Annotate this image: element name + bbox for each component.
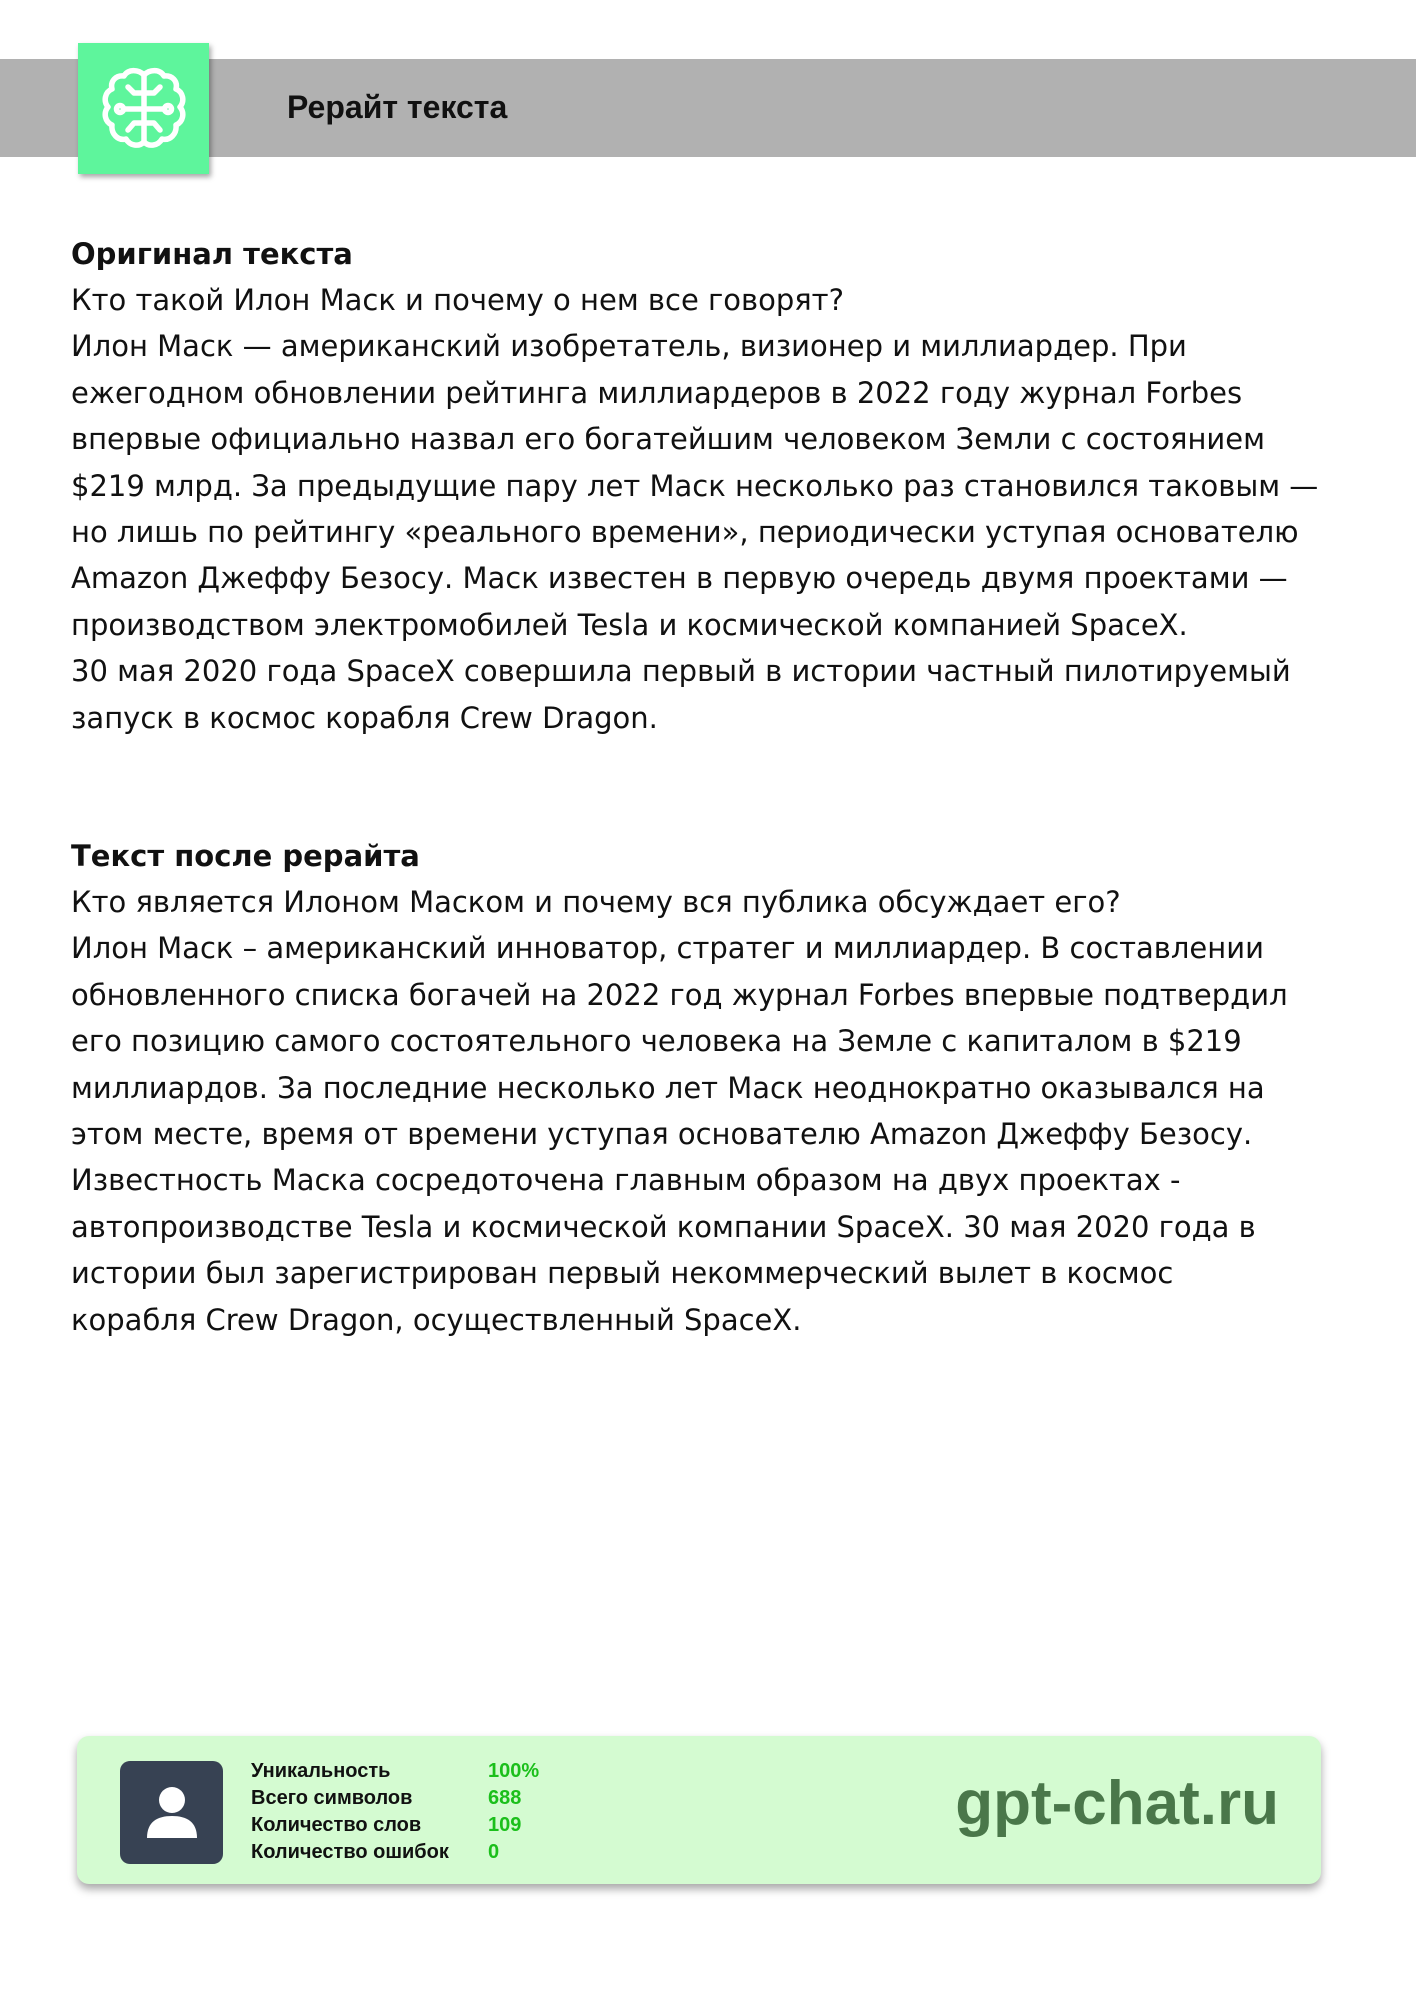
rewrite-line: истории был зарегистрирован первый некоммерческий вылет в космос xyxy=(71,1256,1174,1291)
stats-labels xyxy=(251,1758,449,1866)
original-line: 30 мая 2020 года SpaceX совершила первый в истории частный пилотируемый xyxy=(71,654,1291,689)
rewrite-line: обновленного списка богачей на 2022 год журнал Forbes впервые подтвердил xyxy=(71,977,1288,1012)
brain-icon xyxy=(94,59,194,159)
original-line: Кто такой Илон Маск и почему о нем все говорят? xyxy=(71,283,844,317)
original-line: $219 млрд. За предыдущие пару лет Маск несколько раз становился таковым — xyxy=(71,468,1319,503)
rewrite-line: Илон Маск – американский инноватор, стратег и миллиардер. В составлении xyxy=(71,931,1264,966)
rewrite-section xyxy=(71,833,1361,1343)
brand-logo-text: gpt-chat.ru xyxy=(955,1769,1279,1838)
original-line: запуск в космос корабля Crew Dragon. xyxy=(71,700,658,735)
original-section xyxy=(71,231,1361,741)
stat-value-uniqueness: 100% xyxy=(488,1760,540,1782)
rewrite-line: Кто является Илоном Маском и почему вся публика обсуждает его? xyxy=(71,885,1121,919)
original-line: производством электромобилей Tesla и космической компанией SpaceX. xyxy=(71,607,1188,642)
rewrite-line: корабля Crew Dragon, осуществленный SpaceX. xyxy=(71,1302,802,1337)
rewrite-text xyxy=(71,879,1361,1343)
header-bar xyxy=(0,59,1416,157)
rewrite-heading: Текст после рерайта xyxy=(71,839,420,873)
rewrite-line: этом месте, время от времени уступая основателю Amazon Джеффу Безосу. xyxy=(71,1117,1253,1152)
stat-value-errors: 0 xyxy=(488,1841,500,1863)
stat-value-characters: 688 xyxy=(488,1787,522,1809)
stats-values xyxy=(488,1758,539,1866)
stat-value-words: 109 xyxy=(488,1814,522,1836)
original-line: ежегодном обновлении рейтинга миллиардеров в 2022 году журнал Forbes xyxy=(71,375,1243,410)
stat-label-characters: Всего символов xyxy=(251,1787,413,1809)
original-line: Илон Маск — американский изобретатель, визионер и миллиардер. При xyxy=(71,329,1187,364)
rewrite-line: миллиардов. За последние несколько лет Маск неоднократно оказывался на xyxy=(71,1070,1265,1105)
stat-label-errors: Количество ошибок xyxy=(251,1841,449,1863)
stats-card xyxy=(77,1736,1321,1884)
user-icon xyxy=(137,1778,207,1848)
rewrite-line: автопроизводстве Tesla и космической компании SpaceX. 30 мая 2020 года в xyxy=(71,1209,1256,1244)
rewrite-line: Известность Маска сосредоточена главным образом на двух проектах - xyxy=(71,1163,1181,1198)
original-heading: Оригинал текста xyxy=(71,237,353,271)
original-text xyxy=(71,277,1361,741)
original-line: но лишь по рейтингу «реального времени», периодически уступая основателю xyxy=(71,515,1299,550)
original-line: впервые официально назвал его богатейшим человеком Земли с состоянием xyxy=(71,422,1265,457)
stat-label-uniqueness: Уникальность xyxy=(251,1760,391,1782)
avatar xyxy=(120,1761,223,1864)
stat-label-words: Количество слов xyxy=(251,1814,422,1836)
header-logo xyxy=(78,43,209,174)
rewrite-line: его позицию самого состоятельного человека на Земле с капиталом в $219 xyxy=(71,1024,1242,1059)
original-line: Amazon Джеффу Безосу. Маск известен в первую очередь двумя проектами — xyxy=(71,561,1288,596)
page-title: Рерайт текста xyxy=(287,89,508,125)
